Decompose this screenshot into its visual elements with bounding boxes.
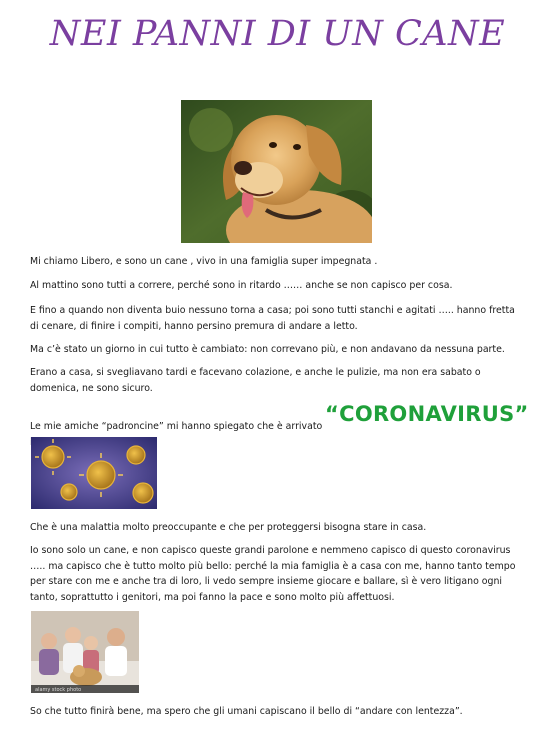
paragraph-explanation: Le mie amiche “padroncine” mi hanno spiegato che è arrivato — [30, 421, 323, 432]
family-image — [31, 611, 139, 693]
page-title: NEI PANNI DI UN CANE — [49, 14, 506, 54]
paragraph-reflection: Io sono solo un cane, e non capisco queste grandi parolone e nemmeno capisco di questo coronavirus ….. ma capisco che è tutto molto più bello: perché la mia famiglia è a casa con me, hanno tanto tempo per stare con me e anche tra di loro, li vedo sempre insieme giocare e ballare, sì è vero litigano ogni tanto, soprattutto i genitori, ma poi fanno la pace e sono molto più affettuosi. — [30, 545, 516, 603]
family-photo — [31, 611, 139, 693]
family-watermark: alamy stock photo — [35, 687, 82, 693]
virus-image — [31, 437, 157, 509]
paragraph-evening: E fino a quando non diventa buio nessuno torna a casa; poi sono tutti stanchi e agitati ….. hanno fretta di cenare, di finire i compiti, hanno persino premura di andare a letto. — [30, 305, 515, 332]
coronavirus-highlight: “CORONAVIRUS” — [325, 402, 529, 426]
paragraph-change: Ma c’è stato un giorno in cui tutto è cambiato: non correvano più, e non andavano da nessuna parte. — [30, 344, 505, 355]
dog-photo — [181, 100, 372, 243]
paragraph-illness: Che è una malattia molto preoccupante e che per proteggersi bisogna stare in casa. — [30, 522, 427, 533]
paragraph-morning: Al mattino sono tutti a correre, perché sono in ritardo …… anche se non capisco per cosa. — [30, 280, 453, 291]
paragraph-closing: So che tutto finirà bene, ma spero che gli umani capiscano il bello di “andare con lentezza”. — [30, 706, 463, 717]
virus-illustration — [31, 437, 157, 509]
dog-image — [181, 100, 372, 243]
paragraph-intro: Mi chiamo Libero, e sono un cane , vivo in una famiglia super impegnata . — [30, 256, 378, 267]
paragraph-home: Erano a casa, si svegliavano tardi e facevano colazione, e anche le pulizie, ma non era sabato o domenica, ne sono sicuro. — [30, 367, 481, 394]
